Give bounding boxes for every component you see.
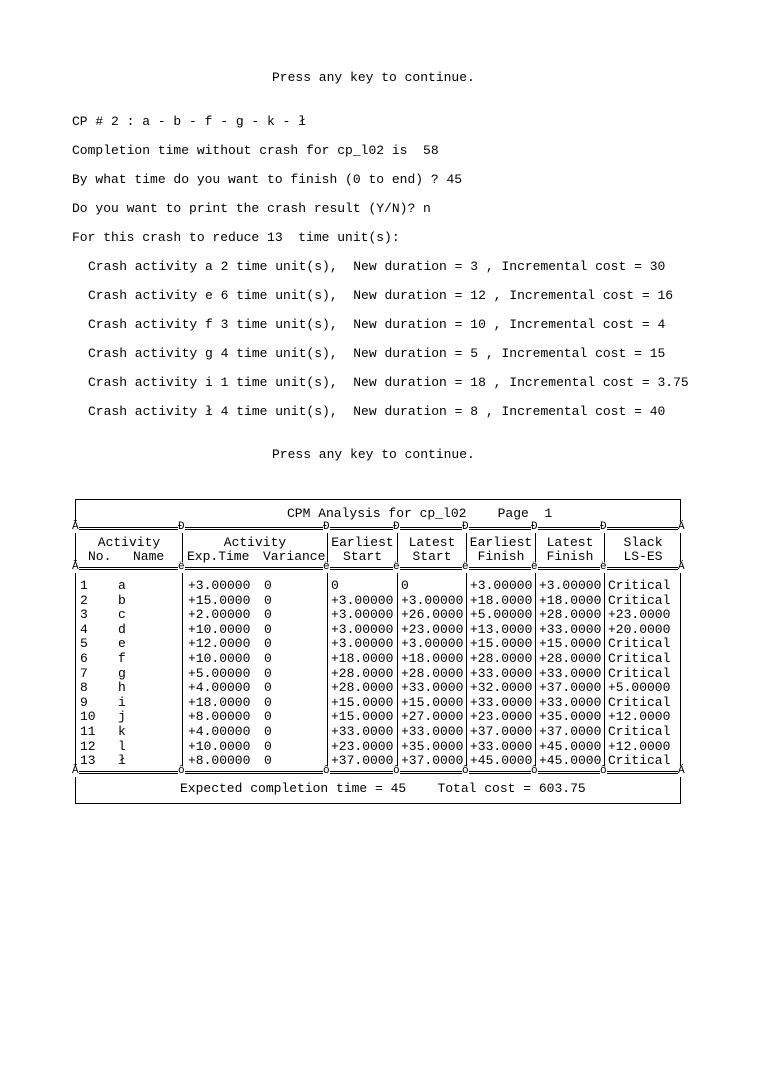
cell-earliest-start: +23.0000 — [331, 738, 394, 754]
cell-latest-start: 0 — [401, 578, 409, 593]
print-crash-prompt: Do you want to print the crash result (Y/N)? n — [72, 201, 431, 216]
header-slack: Slack — [623, 535, 663, 550]
border-glyph: ô — [323, 765, 330, 777]
cell-earliest-finish: +28.0000 — [470, 651, 533, 666]
cell-latest-start: +37.0000 — [401, 753, 464, 769]
finish-time-prompt: By what time do you want to finish (0 to end) ? 45 — [72, 172, 463, 187]
cell-earliest-start: +3.00000 — [331, 636, 394, 652]
cell-slack: Critical — [608, 651, 671, 666]
cell-earliest-finish: +13.0000 — [470, 621, 533, 637]
cell-earliest-start: +15.0000 — [331, 694, 394, 710]
cell-latest-finish: +35.0000 — [539, 709, 602, 725]
cell-latest-start: +18.0000 — [401, 651, 464, 666]
cell-no: 13 — [80, 753, 96, 769]
crash-line: Crash activity g 4 time unit(s), New duration = 5 , Incremental cost = 15 — [88, 346, 666, 361]
cell-variance: 0 — [264, 621, 272, 637]
cell-name: a — [118, 578, 126, 593]
cell-no: 6 — [80, 651, 88, 666]
border-glyph: Ð — [393, 521, 400, 533]
cell-exp-time: +15.0000 — [188, 592, 251, 608]
cell-earliest-start: +28.0000 — [331, 680, 394, 696]
header-latest-start-sub: Start — [412, 549, 452, 564]
cell-variance: 0 — [264, 694, 272, 710]
cell-earliest-finish: +23.0000 — [470, 709, 533, 725]
cell-variance: 0 — [264, 607, 272, 623]
cell-latest-finish: +28.0000 — [539, 607, 602, 623]
cell-earliest-start: 0 — [331, 578, 339, 593]
cell-latest-finish: +37.0000 — [539, 724, 602, 739]
crash-line: Crash activity ł 4 time unit(s), New duration = 8 , Incremental cost = 40 — [88, 404, 666, 419]
cell-name: e — [118, 636, 126, 652]
header-name: Name — [133, 549, 165, 564]
header-earliest-finish: Earliest — [469, 535, 533, 550]
cell-latest-start: +15.0000 — [401, 694, 464, 710]
cell-earliest-finish: +37.0000 — [470, 724, 533, 739]
table-footer: Expected completion time = 45 Total cost = 603.75 — [180, 781, 586, 796]
cell-exp-time: +8.00000 — [188, 753, 251, 769]
cell-no: 5 — [80, 636, 88, 652]
cell-no: 10 — [80, 709, 96, 725]
header-activity: Activity — [97, 535, 161, 550]
border-glyph: ô — [600, 765, 607, 777]
cell-latest-start: +33.0000 — [401, 724, 464, 739]
cell-name: k — [118, 724, 126, 739]
cell-exp-time: +4.00000 — [188, 680, 251, 696]
header-latest-finish-sub: Finish — [546, 549, 594, 564]
cell-earliest-finish: +33.0000 — [470, 694, 533, 710]
cell-earliest-finish: +45.0000 — [470, 753, 533, 769]
cell-slack: +20.0000 — [608, 621, 671, 637]
cell-slack: Critical — [608, 665, 671, 681]
cell-latest-start: +23.0000 — [401, 621, 464, 637]
cell-name: d — [118, 621, 126, 637]
cell-no: 1 — [80, 578, 88, 593]
cell-latest-finish: +45.0000 — [539, 753, 602, 769]
cell-latest-finish: +28.0000 — [539, 651, 602, 666]
border-glyph: ô — [393, 765, 400, 777]
cell-no: 11 — [80, 724, 96, 739]
cell-no: 2 — [80, 592, 88, 608]
border-glyph: Ä — [678, 521, 685, 533]
border-glyph: ô — [178, 765, 185, 777]
cell-slack: +12.0000 — [608, 709, 671, 725]
cell-earliest-start: +18.0000 — [331, 651, 394, 666]
cell-no: 9 — [80, 694, 88, 710]
header-top-rule — [75, 527, 681, 530]
header-exp-time: Exp.Time — [187, 549, 250, 564]
header-latest-finish: Latest — [546, 535, 594, 550]
cell-name: b — [118, 592, 126, 608]
cell-variance: 0 — [264, 665, 272, 681]
cell-latest-finish: +33.0000 — [539, 694, 602, 710]
cell-variance: 0 — [264, 651, 272, 666]
crash-line: Crash activity a 2 time unit(s), New duration = 3 , Incremental cost = 30 — [88, 259, 666, 274]
cell-latest-finish: +33.0000 — [539, 665, 602, 681]
cell-exp-time: +8.00000 — [188, 709, 251, 725]
crash-line: Crash activity i 1 time unit(s), New duration = 18 , Incremental cost = 3.75 — [88, 375, 689, 390]
cell-slack: +12.0000 — [608, 738, 671, 754]
cell-name: h — [118, 680, 126, 696]
cell-name: f — [118, 651, 126, 666]
cell-slack: Critical — [608, 592, 671, 608]
cell-earliest-finish: +5.00000 — [470, 607, 533, 623]
cell-latest-start: +3.00000 — [401, 636, 464, 652]
cell-latest-finish: +18.0000 — [539, 592, 602, 608]
cell-slack: Critical — [608, 578, 671, 593]
border-glyph: ë — [178, 561, 185, 573]
cell-earliest-start: +33.0000 — [331, 724, 394, 739]
cell-variance: 0 — [264, 578, 272, 593]
border-glyph: Ð — [462, 521, 469, 533]
cell-latest-finish: +37.0000 — [539, 680, 602, 696]
cell-earliest-finish: +3.00000 — [470, 578, 533, 593]
cell-latest-finish: +45.0000 — [539, 738, 602, 754]
cell-earliest-finish: +33.0000 — [470, 738, 533, 754]
border-glyph: Ä — [72, 561, 79, 573]
header-slack-sub: LS-ES — [623, 549, 663, 564]
cell-variance: 0 — [264, 753, 272, 769]
cell-slack: Critical — [608, 753, 671, 769]
cell-exp-time: +10.0000 — [188, 651, 251, 666]
cell-variance: 0 — [264, 592, 272, 608]
header-earliest-start-sub: Start — [342, 549, 382, 564]
cell-exp-time: +5.00000 — [188, 665, 251, 681]
press-key-prompt: Press any key to continue. — [272, 70, 475, 85]
cell-name: ł — [118, 753, 126, 769]
border-glyph: Ä — [72, 765, 79, 777]
cell-no: 3 — [80, 607, 88, 623]
cell-exp-time: +10.0000 — [188, 738, 251, 754]
cell-name: l — [118, 738, 126, 754]
border-glyph: Ä — [678, 765, 685, 777]
header-variance: Variance — [263, 549, 326, 564]
border-glyph: ë — [393, 561, 400, 573]
cell-earliest-start: +3.00000 — [331, 607, 394, 623]
header-no: No. — [88, 549, 112, 564]
cell-slack: Critical — [608, 724, 671, 739]
body-bottom-rule — [75, 771, 681, 774]
cell-variance: 0 — [264, 738, 272, 754]
cell-name: j — [118, 709, 126, 725]
cell-earliest-finish: +33.0000 — [470, 665, 533, 681]
border-glyph: Ð — [178, 521, 185, 533]
cell-variance: 0 — [264, 709, 272, 725]
cell-earliest-finish: +15.0000 — [470, 636, 533, 652]
cell-earliest-finish: +18.0000 — [470, 592, 533, 608]
header-activity-time: Activity — [223, 535, 287, 550]
cell-earliest-start: +28.0000 — [331, 665, 394, 681]
header-earliest-finish-sub: Finish — [477, 549, 525, 564]
cell-variance: 0 — [264, 680, 272, 696]
border-glyph: Ð — [600, 521, 607, 533]
border-glyph: ë — [531, 561, 538, 573]
border-glyph: Ð — [531, 521, 538, 533]
cell-name: g — [118, 665, 126, 681]
header-bottom-rule — [75, 567, 681, 570]
header-earliest-start: Earliest — [331, 535, 394, 550]
border-glyph: Ð — [323, 521, 330, 533]
crash-line: Crash activity f 3 time unit(s), New duration = 10 , Incremental cost = 4 — [88, 317, 666, 332]
border-glyph: ë — [600, 561, 607, 573]
cell-latest-start: +27.0000 — [401, 709, 464, 725]
cell-no: 12 — [80, 738, 96, 754]
cell-name: c — [118, 607, 126, 623]
cell-slack: Critical — [608, 694, 671, 710]
border-glyph: ô — [462, 765, 469, 777]
cell-earliest-finish: +32.0000 — [470, 680, 533, 696]
press-key-prompt: Press any key to continue. — [272, 447, 475, 462]
cell-earliest-start: +15.0000 — [331, 709, 394, 725]
cell-latest-start: +33.0000 — [401, 680, 464, 696]
completion-time-line: Completion time without crash for cp_l02 is 58 — [72, 143, 439, 158]
border-glyph: ô — [531, 765, 538, 777]
cell-no: 4 — [80, 621, 88, 637]
cell-exp-time: +18.0000 — [188, 694, 251, 710]
table-title: CPM Analysis for cp_l02 Page 1 — [287, 506, 553, 521]
cell-exp-time: +2.00000 — [188, 607, 251, 623]
cell-earliest-start: +37.0000 — [331, 753, 394, 769]
cell-latest-start: +3.00000 — [401, 592, 464, 608]
cell-slack: +5.00000 — [608, 680, 671, 696]
cell-exp-time: +4.00000 — [188, 724, 251, 739]
border-glyph: ë — [462, 561, 469, 573]
cell-exp-time: +3.00000 — [188, 578, 251, 593]
cell-latest-start: +28.0000 — [401, 665, 464, 681]
cell-variance: 0 — [264, 636, 272, 652]
reduce-line: For this crash to reduce 13 time unit(s): — [72, 230, 400, 245]
cell-no: 8 — [80, 680, 88, 696]
border-glyph: ë — [323, 561, 330, 573]
cell-latest-finish: +15.0000 — [539, 636, 602, 652]
cell-latest-start: +35.0000 — [401, 738, 464, 754]
cell-no: 7 — [80, 665, 88, 681]
cell-slack: +23.0000 — [608, 607, 671, 623]
cell-exp-time: +10.0000 — [188, 621, 251, 637]
cell-earliest-start: +3.00000 — [331, 592, 394, 608]
critical-path-line: CP # 2 : a - b - f - g - k - ł — [72, 114, 307, 129]
border-glyph: Ä — [72, 521, 79, 533]
cell-latest-finish: +33.0000 — [539, 621, 602, 637]
cell-slack: Critical — [608, 636, 671, 652]
cell-exp-time: +12.0000 — [188, 636, 251, 652]
cell-earliest-start: +3.00000 — [331, 621, 394, 637]
cell-latest-start: +26.0000 — [401, 607, 464, 623]
border-glyph: Ä — [678, 561, 685, 573]
crash-line: Crash activity e 6 time unit(s), New duration = 12 , Incremental cost = 16 — [88, 288, 674, 303]
cell-name: i — [118, 694, 126, 710]
cell-variance: 0 — [264, 724, 272, 739]
header-latest-start: Latest — [408, 535, 456, 550]
cell-latest-finish: +3.00000 — [539, 578, 602, 593]
